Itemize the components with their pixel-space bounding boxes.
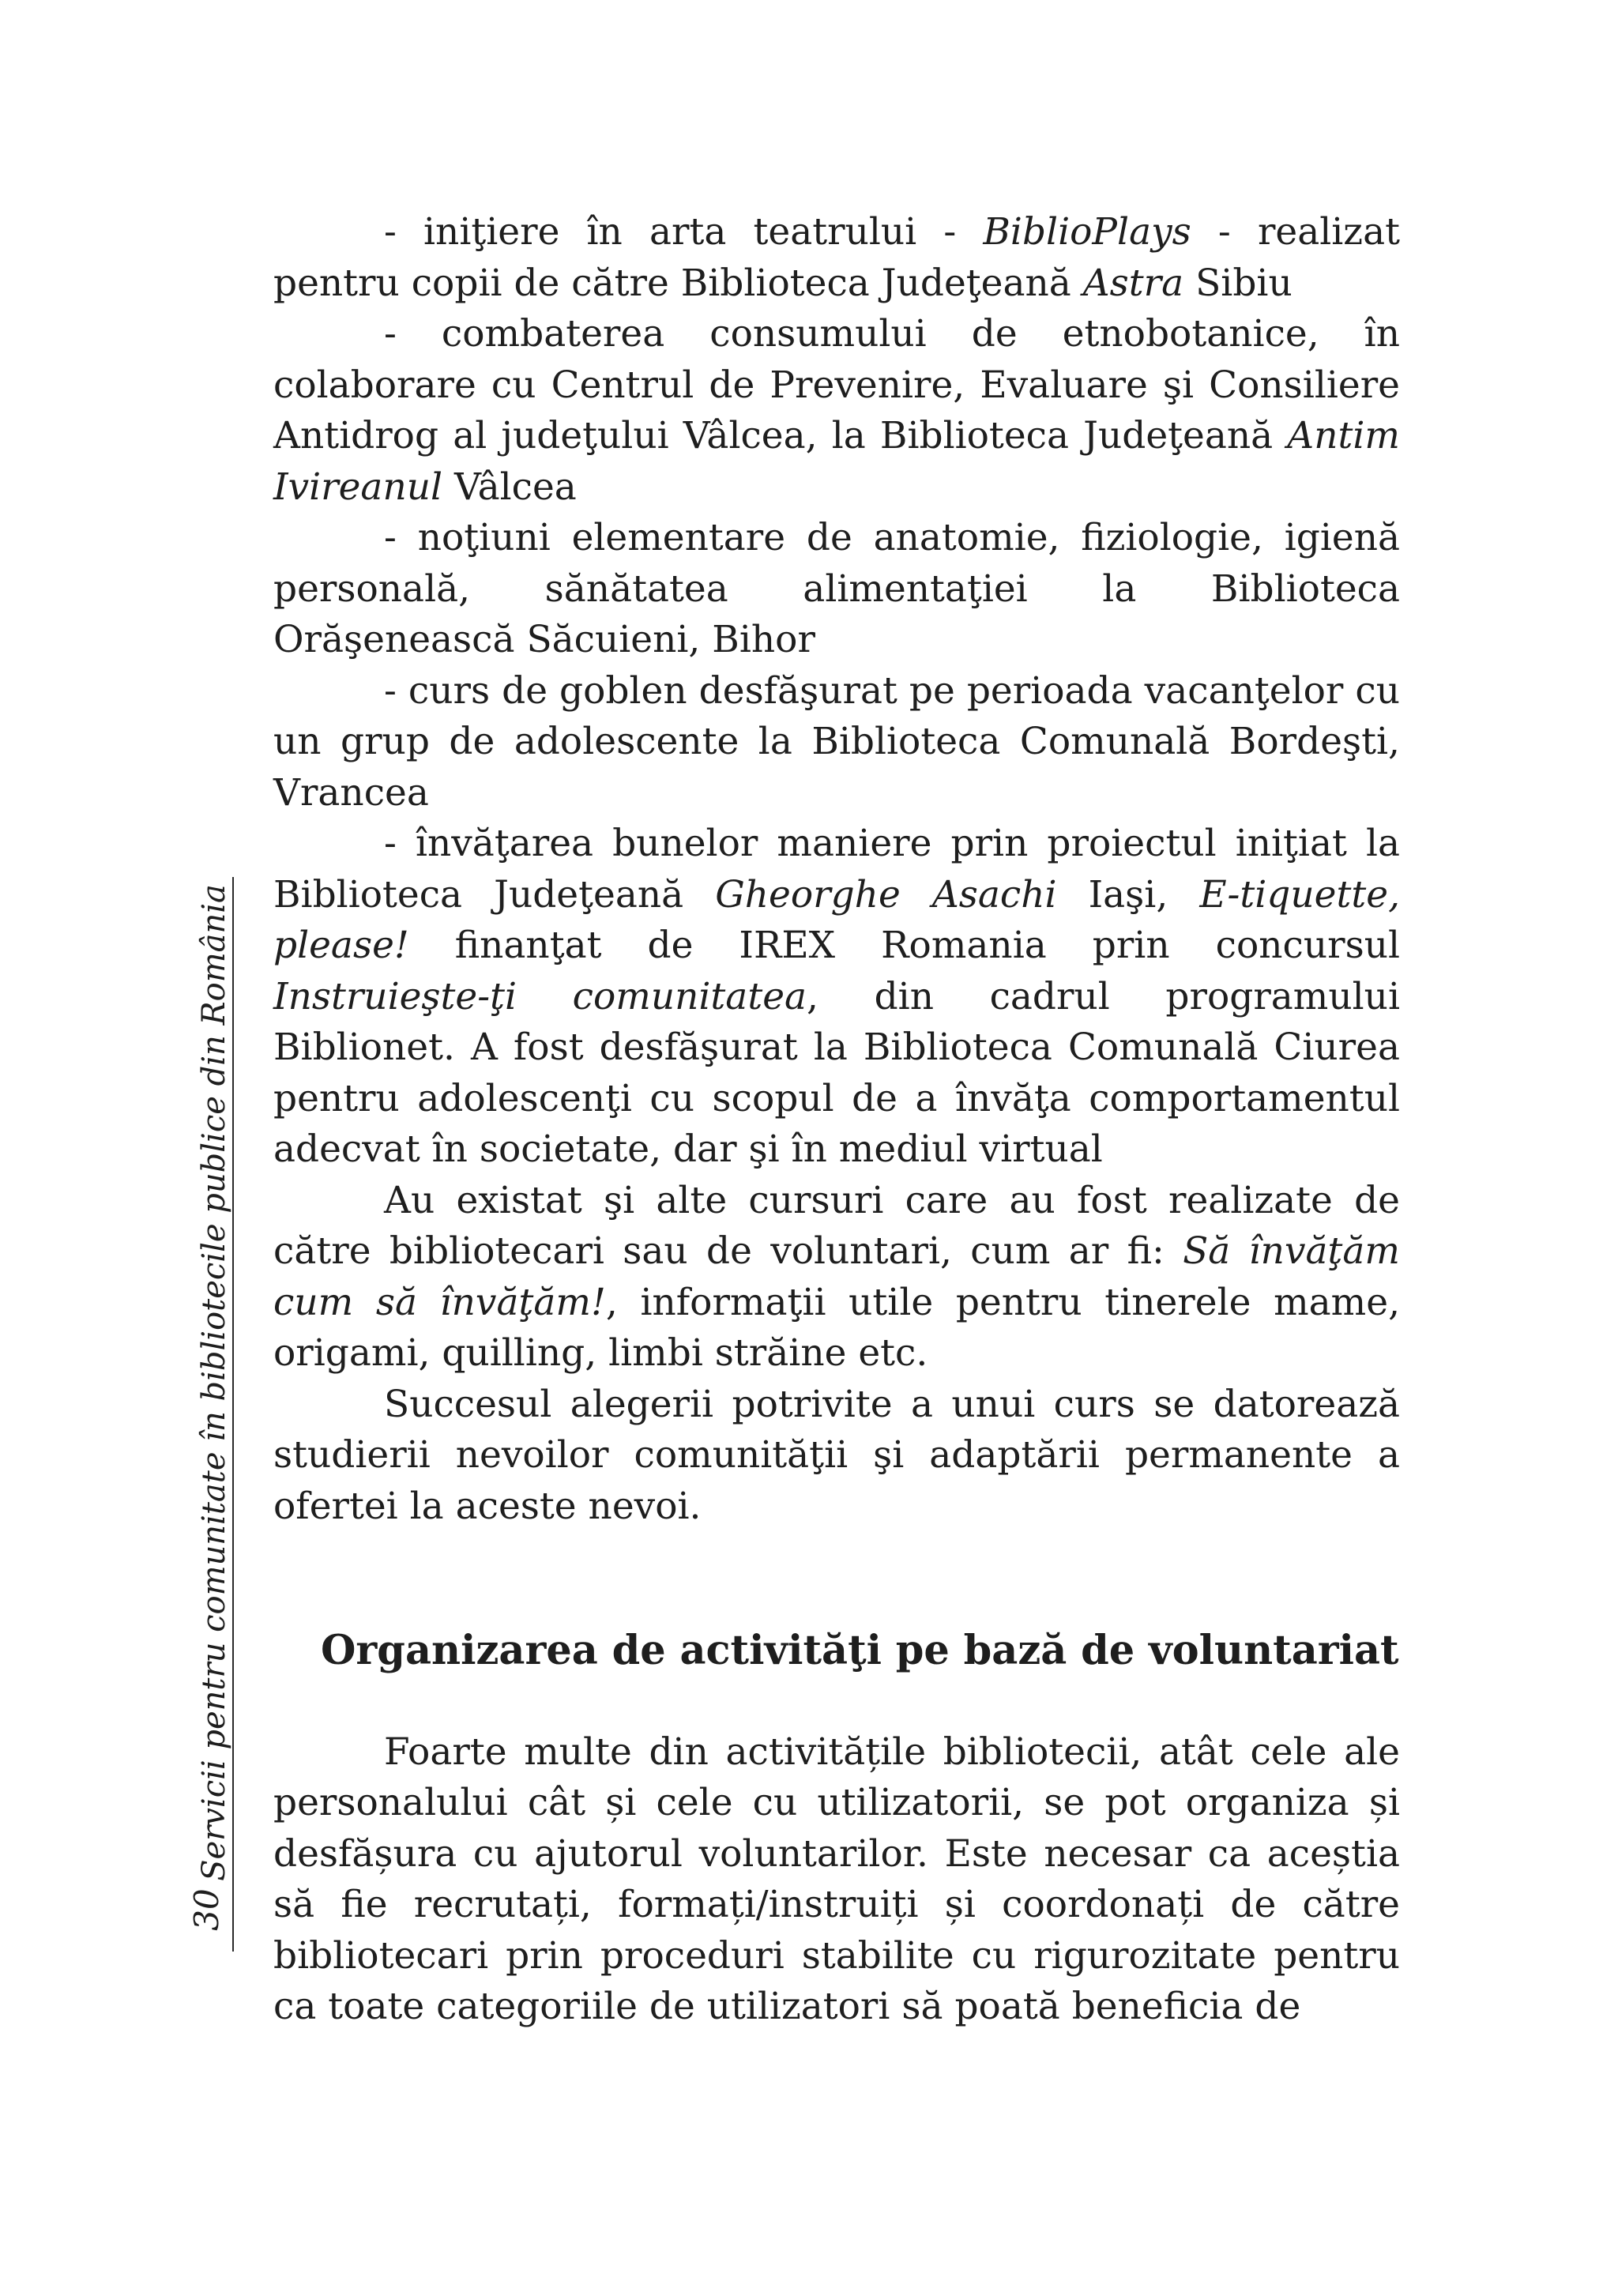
italic-text: E-tiquette, please! — [273, 872, 1401, 967]
italic-text: Să învăţăm cum să învăţăm! — [273, 1229, 1400, 1324]
text-run: - curs de goblen desfăşurat pe perioada vacanţelor cu un grup de adolescente la Biblioteca Comunală Bordeşti, Vrancea — [273, 668, 1400, 815]
side-rule — [232, 877, 234, 1952]
side-header — [180, 877, 235, 1904]
text-run: , din cadrul programului Biblionet. A fost desfăşurat la Biblioteca Comunală Ciurea pentru adolescenţi cu scopul de a învăţa comportamentul adecvat în societate, dar şi în mediul virtual — [273, 974, 1400, 1171]
italic-text: BiblioPlays — [983, 210, 1191, 254]
body-text — [273, 207, 1400, 2033]
page-number: 30 — [187, 1888, 226, 1931]
running-title: Servicii pentru comunitate în bibliotecile publice din România — [196, 884, 232, 1881]
text-run: - combaterea consumului de etnobotanice, în colaborare cu Centrul de Prevenire, Evaluare şi Consiliere Antidrog al judeţului Vâlcea, la Biblioteca Judeţeană — [273, 312, 1400, 457]
text-run: - noţiuni elementare de anatomie, fiziologie, igienă personală, sănătatea alimentaţiei la Biblioteca Orăşenească Săcuieni, Bihor — [273, 516, 1400, 661]
paragraph — [273, 309, 1400, 513]
text-run: Succesul alegerii potrivite a unui curs se datorează studierii nevoilor comunităţii şi adaptării permanente a ofertei la aceste nevoi. — [273, 1382, 1400, 1528]
text-run: - realizat pentru copii de către Biblioteca Judeţeană — [273, 210, 1400, 305]
paragraph — [273, 1379, 1400, 1533]
italic-text: Gheorghe Asachi — [715, 872, 1057, 917]
paragraph — [273, 1176, 1400, 1379]
text-run: Sibiu — [1183, 261, 1293, 305]
text-run: Foarte multe din activitățile bibliotecii, atât cele ale personalului cât și cele cu utilizatorii, se pot organiza și desfășura cu ajutorul voluntarilor. Este necesar ca aceștia să fie recrutați, formați/instruiți și coordonați de către bibliotecari prin proceduri stabilite cu rigurozitate pentru ca toate categoriile de utilizatori să poată beneficia de — [273, 1730, 1400, 2028]
paragraph — [273, 819, 1400, 1176]
italic-text: Instruieşte-ţi comunitatea — [273, 974, 807, 1018]
paragraph — [273, 207, 1400, 309]
text-run: Au existat şi alte cursuri care au fost realizate de către bibliotecari sau de voluntari, cum ar fi: — [273, 1178, 1400, 1273]
italic-text: Astra — [1082, 261, 1184, 305]
paragraph — [273, 666, 1400, 819]
text-run: - învăţarea bunelor maniere prin proiectul iniţiat la Biblioteca Judeţeană — [273, 822, 1400, 917]
text-run: , informaţii utile pentru tinerele mame, origami, quilling, limbi străine etc. — [273, 1280, 1401, 1375]
text-run: - iniţiere în arta teatrului - — [384, 210, 984, 254]
text-run: Iaşi, — [1056, 872, 1200, 917]
text-run: Vâlcea — [442, 465, 577, 509]
paragraph — [273, 1727, 1400, 2033]
section-heading: Organizarea de activităţi pe bază de voluntariat — [321, 1627, 1399, 1674]
paragraph — [273, 513, 1400, 666]
italic-text: Antim Ivireanul — [273, 414, 1400, 509]
text-run: finanţat de IREX Romania prin concursul — [408, 924, 1400, 967]
